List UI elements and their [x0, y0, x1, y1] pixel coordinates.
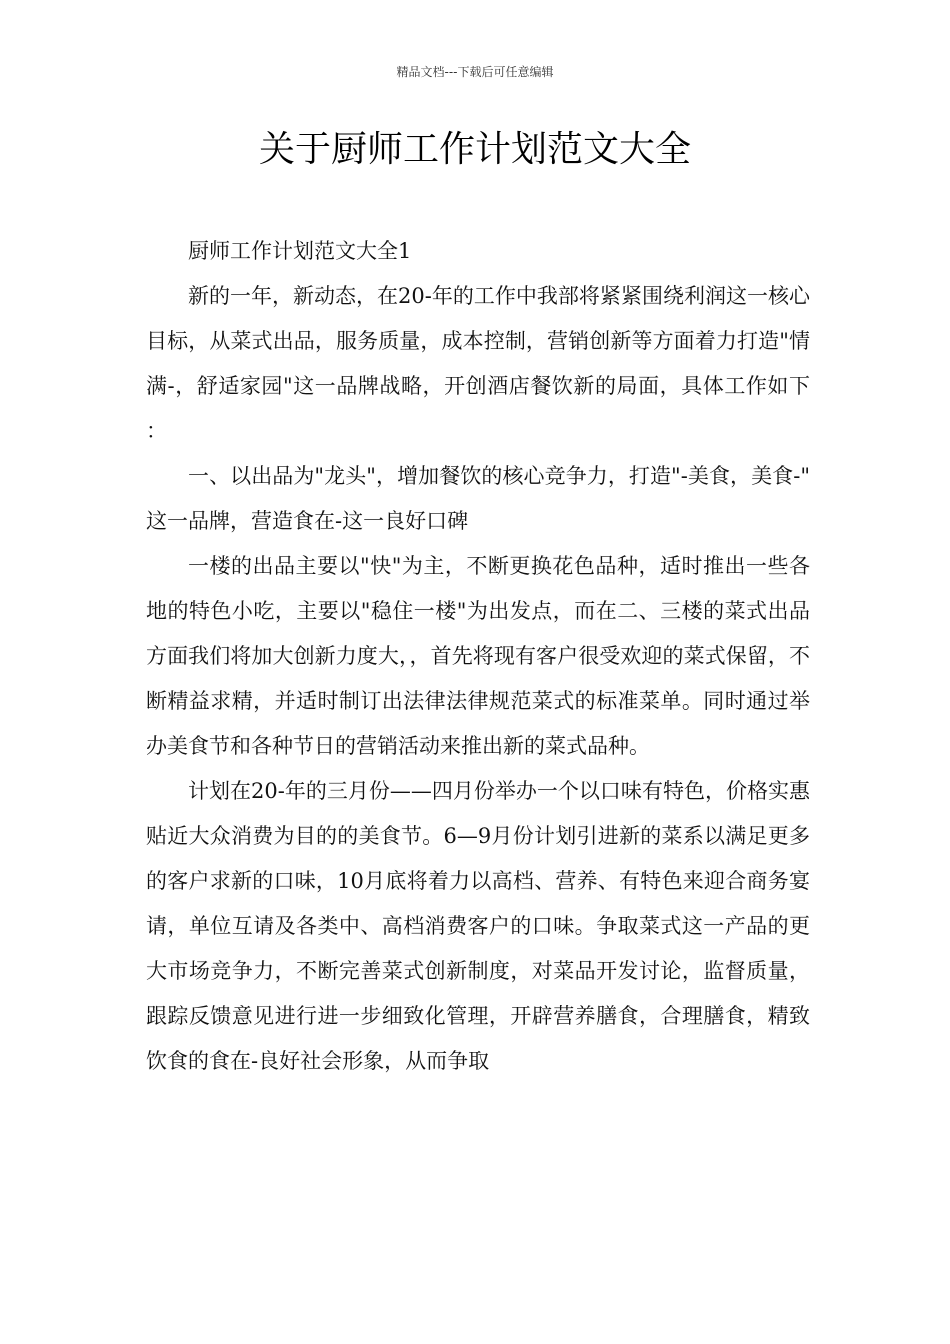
section-heading-paragraph: 一、以出品为"龙头"，增加餐饮的核心竞争力，打造"-美食，美食-"这一品牌，营造食在-这一良好口碑 [146, 464, 810, 533]
body-paragraph: 计划在20-年的三月份——四月份举办一个以口味有特色，价格实惠贴近大众消费为目的的美食节。6—9月份计划引进新的菜系以满足更多的客户求新的口味，10月底将着力以高档、营养、有特色来迎合商务宴请，单位互请及各类中、高档消费客户的口味。争取菜式这一产品的更大市场竞争力，不断完善菜式创新制度，对菜品开发讨论，监督质量，跟踪反馈意见进行进一步细致化管理，开辟营养膳食，合理膳食，精致饮食的食在-良好社会形象，从而争取 [146, 779, 810, 1073]
body-paragraph: 新的一年，新动态，在20-年的工作中我部将紧紧围绕利润这一核心目标，从菜式出品，服务质量，成本控制，营销创新等方面着力打造"情满-，舒适家园"这一品牌战略，开创酒店餐饮新的局面，具体工作如下： [146, 284, 810, 443]
body-paragraph: 一楼的出品主要以"快"为主，不断更换花色品种，适时推出一些各地的特色小吃，主要以"稳住一楼"为出发点，而在二、三楼的菜式出品方面我们将加大创新力度大，，首先将现有客户很受欢迎的菜式保留，不断精益求精，并适时制订出法律法律规范菜式的标准菜单。同时通过举办美食节和各种节日的营销活动来推出新的菜式品种。 [146, 554, 810, 758]
document-body [146, 229, 810, 1084]
subtitle-paragraph: 厨师工作计划范文大全1 [188, 239, 412, 263]
header-note: 精品文档---下载后可任意编辑 [396, 65, 554, 79]
document-title: 关于厨师工作计划范文大全 [258, 129, 691, 170]
